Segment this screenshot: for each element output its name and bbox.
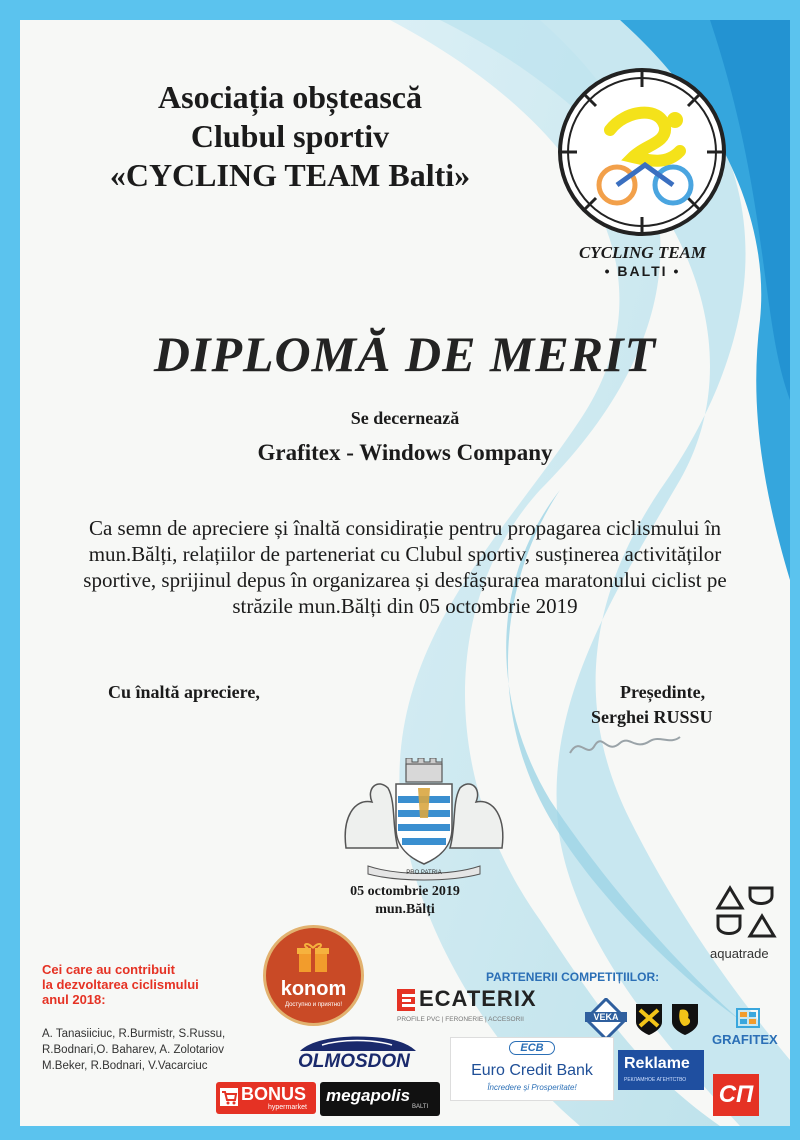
diploma-text-line: străzile mun.Bălți din 05 octombrie 2019	[232, 594, 578, 618]
contributors-heading-line: Cei care au contribuit	[42, 962, 175, 977]
contributors-names-line: M.Beker, R.Bodnari, V.Vacarciuc	[42, 1060, 208, 1072]
aquatrade-name: aquatrade	[710, 946, 769, 961]
contributors-heading-line: anul 2018:	[42, 992, 106, 1007]
coat-motto: PRO PATRIA	[406, 870, 442, 876]
gift-icon	[296, 940, 330, 974]
veka-logo	[585, 998, 627, 1040]
logo-text-line2: • BALTI •	[604, 263, 681, 279]
sp-logo	[713, 1074, 759, 1116]
cycling-team-logo	[555, 65, 730, 280]
cycling-wheel-icon	[555, 65, 730, 240]
recipient-name: Grafitex - Windows Company	[257, 440, 553, 465]
grafitex-window-icon	[736, 1008, 760, 1028]
ecb-badge: ECB	[509, 1041, 555, 1055]
shopping-cart-icon	[220, 1088, 238, 1106]
logo-text-line1: CYCLING TEAM	[578, 243, 707, 262]
diploma-paper	[20, 20, 790, 1126]
bonus-name: BONUS	[241, 1084, 307, 1104]
ecaterix-name: ECATERIX	[419, 986, 537, 1011]
issue-place: mun.Bălți	[375, 902, 435, 917]
ecb-slogan: Încredere și Prosperitate!	[487, 1083, 577, 1092]
reklame-name: Reklame	[624, 1055, 690, 1072]
coat-of-arms-icon	[338, 758, 510, 883]
crest-icon	[634, 1002, 664, 1036]
megapolis-slogan: BALTI	[412, 1104, 429, 1110]
grafitex-logo	[712, 1008, 790, 1048]
partners-heading: PARTENERII COMPETIȚIILOR:	[486, 970, 660, 984]
ecaterix-mark-icon	[397, 989, 415, 1011]
reklame-logo	[618, 1050, 704, 1090]
ecb-name: Euro Credit Bank	[471, 1062, 593, 1079]
closing-text: Cu înaltă apreciere,	[108, 682, 260, 702]
grafitex-name: GRAFITEX	[712, 1032, 778, 1047]
olmosdon-name: OLMOSDON	[298, 1051, 410, 1072]
handwritten-signature	[565, 725, 685, 765]
aqua-letters-icon	[710, 882, 790, 942]
reklame-slogan: РЕКЛАМНОЕ АГЕНТСТВО	[624, 1077, 687, 1083]
contributors-heading-line: la dezvoltarea ciclismului	[42, 977, 199, 992]
org-name-line3: «CYCLING TEAM Balti»	[109, 157, 471, 193]
org-name-line1: Asociația obștească	[158, 79, 422, 115]
diploma-text-line: Ca semn de apreciere și înaltă considirație pentru propagarea ciclismului în	[88, 516, 722, 540]
olmosdon-logo	[292, 1033, 422, 1075]
ecaterix-slogan: PROFILE PVC | FERONERIE | ACCESORII	[397, 1016, 524, 1023]
contributors-names-line: R.Bodnari,O. Baharev, A. Zolotariov	[42, 1044, 224, 1056]
president-name: Serghei RUSSU	[591, 707, 713, 727]
diploma-text-line: sportive, sprijinul depus în organizarea și desfășurarea maratonului ciclist pe	[83, 568, 727, 592]
konom-name: konom	[280, 978, 347, 1000]
sp-name: СП	[718, 1081, 754, 1108]
contributors-heading	[42, 962, 199, 1007]
konom-slogan: Доступно и приятно!	[284, 1002, 343, 1008]
awarded-label: Se decernează	[350, 408, 460, 428]
konom-logo	[263, 925, 364, 1026]
bonus-slogan: hypermarket	[268, 1104, 307, 1111]
president-role: Președinte,	[620, 682, 706, 702]
diploma-title: DIPLOMĂ DE MERIT	[153, 326, 657, 382]
megapolis-name: megapolis	[326, 1086, 411, 1105]
car-silhouette-icon	[292, 1033, 422, 1053]
megapolis-logo	[320, 1082, 440, 1116]
aquatrade-logo	[710, 882, 790, 972]
contributors-names	[42, 1026, 225, 1074]
ecaterix-logo	[395, 986, 580, 1026]
contributors-names-line: A. Tanasiiciuc, R.Burmistr, S.Russu,	[42, 1028, 226, 1040]
bonus-logo	[216, 1082, 316, 1114]
diploma-text	[20, 515, 790, 619]
coat-of-arms	[338, 758, 510, 883]
euro-credit-bank-logo	[450, 1037, 614, 1101]
lion-crest-icon	[670, 1002, 700, 1036]
org-name-line2: Clubul sportiv	[190, 118, 390, 154]
issue-date: 05 octombrie 2019	[350, 884, 460, 899]
diploma-text-line: mun.Bălți, relațiilor de parteneriat cu Clubul sportiv, susținerea activităților	[88, 542, 722, 566]
veka-name: VEKA	[585, 1012, 627, 1022]
